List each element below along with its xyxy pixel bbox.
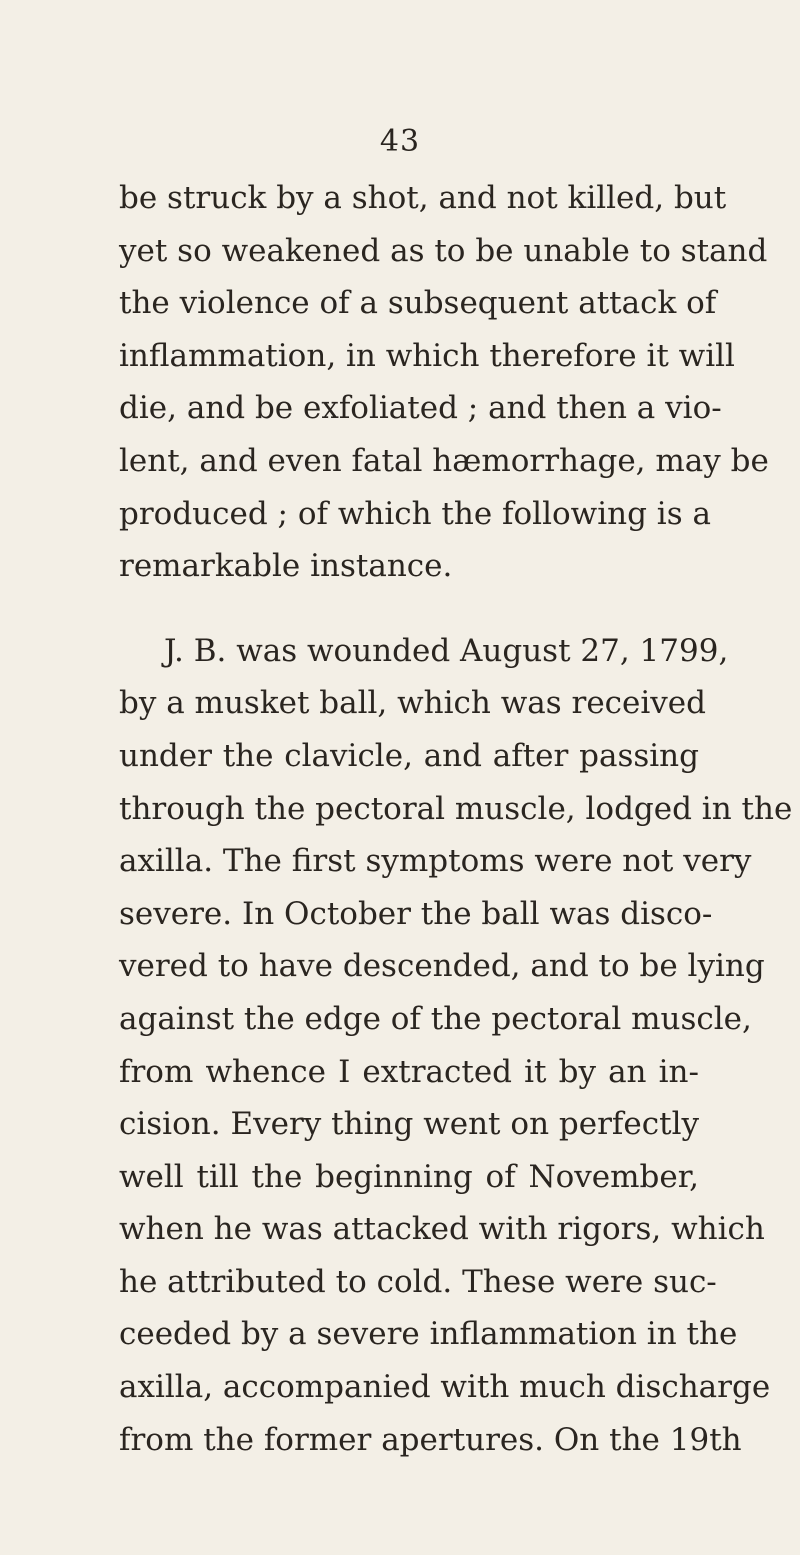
text-line: produced ; of which the following is a [119, 495, 711, 532]
text-line: by a musket ball, which was received [119, 685, 706, 722]
text-line: die, and be exfoliated ; and then a vio- [119, 390, 722, 427]
text-line: from the former apertures. On the 19th [119, 1421, 742, 1458]
paragraph [119, 172, 769, 593]
paragraph-spacer [119, 593, 699, 625]
page-body [119, 172, 793, 1466]
text-line: under the clavicle, and after passing [119, 737, 699, 774]
text-line: vered to have descended, and to be lying [119, 948, 765, 985]
paragraph [119, 625, 793, 1467]
text-line: cision. Every thing went on perfectly [119, 1106, 699, 1143]
text-line: be struck by a shot, and not killed, but [119, 180, 727, 216]
text-line: inflammation, in which therefore it will [119, 337, 735, 374]
text-line: J. B. was wounded August 27, 1799, [164, 632, 729, 669]
text-line: remarkable instance. [119, 548, 453, 585]
text-line: against the edge of the pectoral muscle, [119, 1000, 752, 1037]
text-line: he attributed to cold. These were suc- [119, 1263, 717, 1300]
text-line: axilla. The first symptoms were not very [119, 843, 752, 880]
text-line: when he was attacked with rigors, which [119, 1211, 765, 1248]
page-number: 43 [379, 124, 421, 159]
text-line: yet so weakened as to be unable to stand [119, 232, 768, 269]
text-line: the violence of a subsequent attack of [119, 285, 717, 322]
text-line: severe. In October the ball was disco- [119, 895, 713, 932]
text-line: axilla, accompanied with much discharge [119, 1369, 771, 1406]
text-line: well till the beginning of November, [119, 1158, 699, 1195]
text-line: lent, and even fatal hæmorrhage, may be [119, 442, 769, 479]
text-line: from whence I extracted it by an in- [119, 1053, 699, 1090]
text-line: through the pectoral muscle, lodged in the [119, 790, 793, 827]
text-line: ceeded by a severe inflammation in the [119, 1316, 738, 1353]
